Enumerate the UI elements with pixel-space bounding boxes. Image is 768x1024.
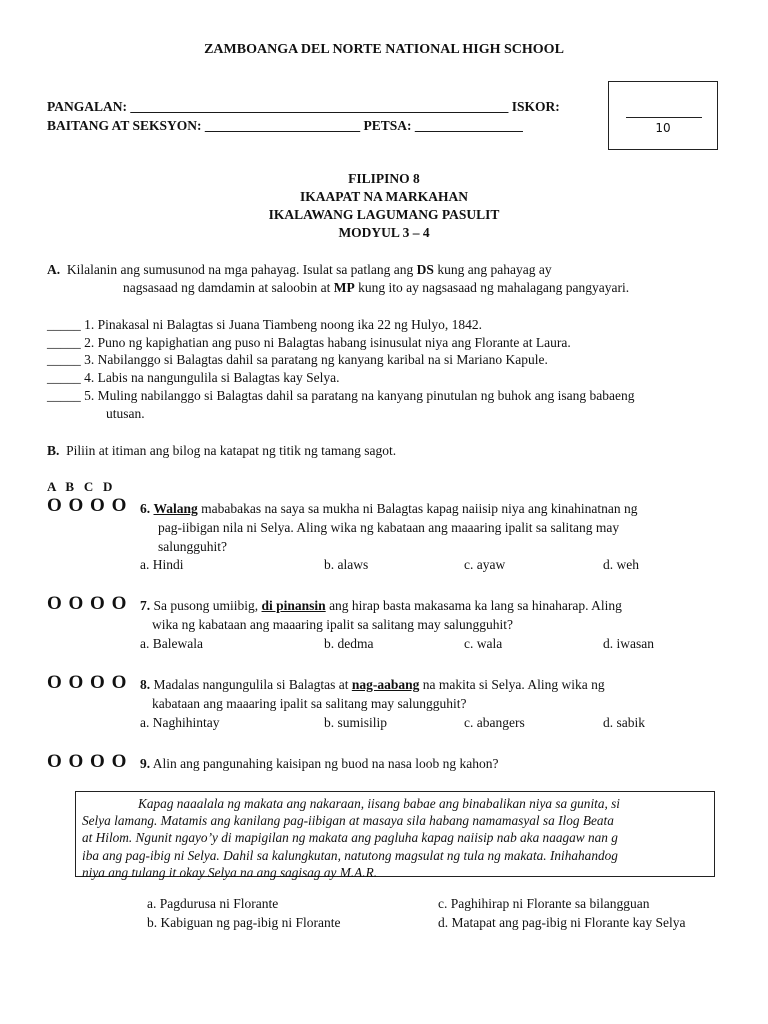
q8-option-d: d. sabik: [603, 715, 645, 730]
part-a-instruction: A. Kilalanin ang sumusunod na mga pahayag. Isulat sa patlang ang DS kung ang pahayag ay: [47, 262, 552, 277]
q6-option-b: b. alaws: [324, 557, 369, 572]
grade-section-line: BAITANG AT SEKSYON: _______________________ PETSA: ________________: [47, 118, 523, 133]
q8-underlined-word: nag-aabang: [351, 677, 420, 692]
part-b-letter: B.: [47, 443, 60, 458]
q8-option-a: a. Naghihintay: [140, 715, 220, 730]
passage-line: niya ang tulang it okay Selya na ang sagisag ay M.A.R.: [82, 864, 378, 880]
q9-option-d: d. Matapat ang pag-ibig ni Florante kay Selya: [438, 915, 686, 930]
part-a-instruction-cont: nagsasaad ng damdamin at saloobin at MP kung ito ay nagsasaad ng mahalagang pangyayari.: [123, 280, 630, 295]
module-title: MODYUL 3 – 4: [338, 225, 430, 240]
q7-option-c: c. wala: [464, 636, 503, 651]
q9-option-b: b. Kabiguan ng pag-ibig ni Florante: [147, 915, 341, 930]
summary-passage-box: [75, 791, 715, 880]
q9-option-c: c. Paghihirap ni Florante sa bilangguan: [438, 896, 650, 911]
q7-stem-line2: wika ng kabataan ang maaaring ipalit sa salitang may salungguhit?: [152, 617, 514, 632]
subject-title: FILIPINO 8: [348, 171, 420, 186]
passage-line: iba ang pag-ibig ni Selya. Dahil sa kalungkutan, natutong magsulat ng tula ng makata. Inihahandog: [82, 847, 618, 863]
q7-bubbles[interactable]: O O O O: [47, 593, 128, 614]
name-line: PANGALAN: ________________________________________________________ ISKOR:: [47, 99, 560, 114]
q7-underlined-word: di pinansin: [261, 598, 326, 613]
q6-option-c: c. ayaw: [464, 557, 506, 572]
score-line: [626, 117, 702, 118]
q7-option-a: a. Balewala: [140, 636, 203, 651]
q9-stem: 9. Alin ang pangunahing kaisipan ng buod na nasa loob ng kahon?: [140, 756, 499, 771]
part-a-item-1: _____ 1. Pinakasal ni Balagtas si Juana Tiambeng noong ika 22 ng Hulyo, 1842.: [47, 317, 482, 332]
q8-option-b: b. sumisilip: [324, 715, 388, 730]
q6-option-d: d. weh: [603, 557, 639, 572]
q7-stem: 7. Sa pusong umiibig, di pinansin ang hirap basta makasama ka lang sa hinaharap. Aling: [140, 598, 622, 613]
q6-option-a: a. Hindi: [140, 557, 184, 572]
part-a-item-3: _____ 3. Nabilanggo si Balagtas dahil sa paratang ng kanyang karibal na si Mariano Kapule.: [47, 352, 548, 367]
q8-option-c: c. abangers: [464, 715, 525, 730]
q6-stem-line2: pag-iibigan nila ni Selya. Aling wika ng kabataan ang maaaring ipalit sa salitang may: [158, 520, 620, 535]
q8-stem: 8. Madalas nangungulila si Balagtas at nag-aabang na makita si Selya. Aling wika ng: [140, 677, 605, 692]
part-a-item-2: _____ 2. Puno ng kapighatian ang puso ni Balagtas habang isinusulat niya ang Florante at Laura.: [47, 335, 571, 350]
q9-bubbles[interactable]: O O O O: [47, 751, 128, 772]
q7-option-b: b. dedma: [324, 636, 374, 651]
part-a-item-5-cont: utusan.: [106, 406, 145, 421]
q9-option-a: a. Pagdurusa ni Florante: [147, 896, 279, 911]
quarter-title: IKAAPAT NA MARKAHAN: [300, 189, 468, 204]
part-a-letter: A.: [47, 262, 61, 277]
q8-stem-line2: kabataan ang maaaring ipalit sa salitang may salungguhit?: [152, 696, 467, 711]
school-name: ZAMBOANGA DEL NORTE NATIONAL HIGH SCHOOL: [204, 42, 564, 57]
passage-line: Selya lamang. Matamis ang kanilang pag-iibigan at masaya sila habang namamasyal sa Ilog Beata: [82, 813, 614, 829]
quiz-title: IKALAWANG LAGUMANG PASULIT: [268, 207, 500, 222]
score-box: [608, 81, 718, 150]
q8-bubbles[interactable]: O O O O: [47, 672, 128, 693]
score-total: 10: [655, 121, 671, 135]
part-a-item-5: _____ 5. Muling nabilanggo si Balagtas dahil sa paratang na kanyang pinutulan ng buhok ang isang babaeng: [47, 388, 635, 403]
passage-line: Kapag naaalala ng makata ang nakaraan, iisang babae ang binabalikan niya sa gunita, si: [138, 796, 620, 811]
q6-underlined-word: Walang: [153, 501, 198, 516]
passage-line: at Hilom. Ngunit ngayo’y di mapigilan ng makata ang pagluha kapag naiisip nab aka naagaw nan g: [82, 830, 618, 846]
choice-header: A B C D: [47, 479, 113, 494]
part-a-item-4: _____ 4. Labis na nangungulila si Balagtas kay Selya.: [47, 370, 340, 385]
q7-option-d: d. iwasan: [603, 636, 654, 651]
q6-stem-line3: salungguhit?: [158, 539, 227, 554]
part-b-instruction: B. Piliin at itiman ang bilog na katapat ng titik ng tamang sagot.: [47, 443, 397, 458]
q6-bubbles[interactable]: O O O O: [47, 495, 128, 516]
q6-stem: 6. Walang mababakas na saya sa mukha ni Balagtas kapag naiisip niya ang kinahinatnan ng: [140, 501, 638, 516]
